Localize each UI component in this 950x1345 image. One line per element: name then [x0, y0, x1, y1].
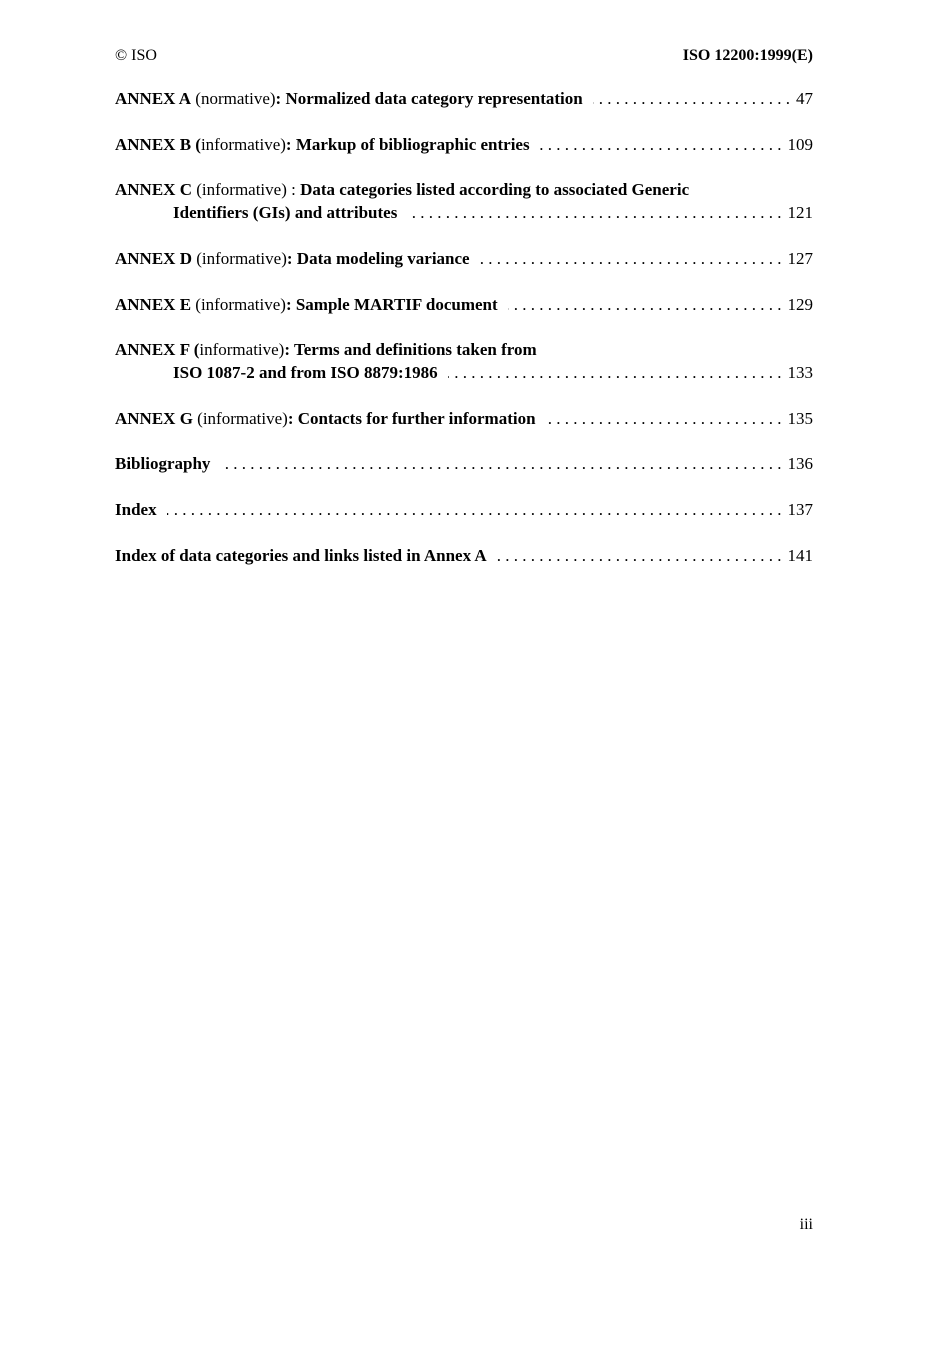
dot-leader — [508, 293, 782, 316]
annex-title: : Sample MARTIF document — [285, 295, 498, 314]
toc-entry-annex-a[interactable] — [115, 87, 813, 110]
toc-entry-annex-e[interactable] — [115, 293, 813, 316]
toc-entry-annex-d[interactable] — [115, 247, 813, 270]
page-number: 133 — [787, 363, 813, 382]
page-number: 109 — [787, 135, 813, 154]
standard-number: ISO 12200:1999(E) — [682, 47, 813, 64]
annex-kind: (informative) : — [191, 180, 301, 199]
annex-title-continued: Identifiers (GIs) and attributes — [173, 203, 398, 222]
annex-title: : Markup of bibliographic entries — [285, 135, 530, 154]
entry-title: Index — [115, 500, 157, 519]
toc-entry-bibliography[interactable] — [115, 452, 813, 475]
page-footer-number: iii — [799, 1216, 813, 1233]
annex-title: : Data modeling variance — [286, 249, 470, 268]
toc-entry-annex-g[interactable] — [115, 407, 813, 430]
annex-kind: (informative) — [192, 409, 288, 428]
annex-title: Data categories listed according to associated Generic — [300, 180, 690, 199]
annex-label: ANNEX B ( — [115, 135, 201, 154]
annex-kind: (informative) — [191, 295, 286, 314]
page-number: 121 — [787, 203, 813, 222]
annex-kind: (informative) — [191, 249, 287, 268]
page-number: 127 — [787, 249, 813, 268]
toc-entry-index[interactable] — [115, 498, 813, 521]
page-number: 141 — [787, 546, 813, 565]
dot-leader — [448, 361, 782, 384]
dot-leader — [540, 133, 782, 156]
annex-label: ANNEX E — [115, 295, 192, 314]
dot-leader — [593, 87, 790, 110]
dot-leader — [497, 544, 782, 567]
table-of-contents — [115, 87, 813, 567]
page-number: 135 — [787, 409, 813, 428]
toc-entry-annex-b[interactable] — [115, 133, 813, 156]
entry-title: Index of data categories and links listed in Annex A — [115, 546, 487, 565]
annex-kind: informative) — [200, 135, 286, 154]
entry-title: Bibliography — [115, 454, 211, 473]
dot-leader — [546, 407, 782, 430]
annex-title-continued: ISO 1087-2 and from ISO 8879:1986 — [173, 363, 438, 382]
dot-leader — [220, 452, 781, 475]
page-number: 137 — [787, 500, 813, 519]
page-header — [115, 47, 813, 69]
page-number: 136 — [787, 454, 813, 473]
dot-leader — [480, 247, 782, 270]
annex-label: ANNEX C — [115, 180, 192, 199]
page-number: 129 — [787, 295, 813, 314]
page-number: 47 — [796, 89, 813, 108]
annex-label: ANNEX G — [115, 409, 193, 428]
annex-label: ANNEX D — [115, 249, 192, 268]
annex-label: ANNEX A — [115, 89, 192, 108]
toc-entry-annex-c[interactable] — [115, 178, 813, 224]
annex-kind: (normative) — [191, 89, 276, 108]
toc-entry-annex-f[interactable] — [115, 338, 813, 384]
copyright-label: © ISO — [115, 47, 157, 64]
annex-title: : Terms and definitions taken from — [284, 340, 537, 359]
dot-leader — [167, 498, 782, 521]
annex-label: ANNEX F ( — [115, 340, 200, 359]
dot-leader — [407, 201, 781, 224]
annex-title: : Normalized data category representation — [275, 89, 583, 108]
annex-title: : Contacts for further information — [287, 409, 536, 428]
toc-entry-index-data-categories[interactable] — [115, 544, 813, 567]
annex-kind: informative) — [199, 340, 285, 359]
